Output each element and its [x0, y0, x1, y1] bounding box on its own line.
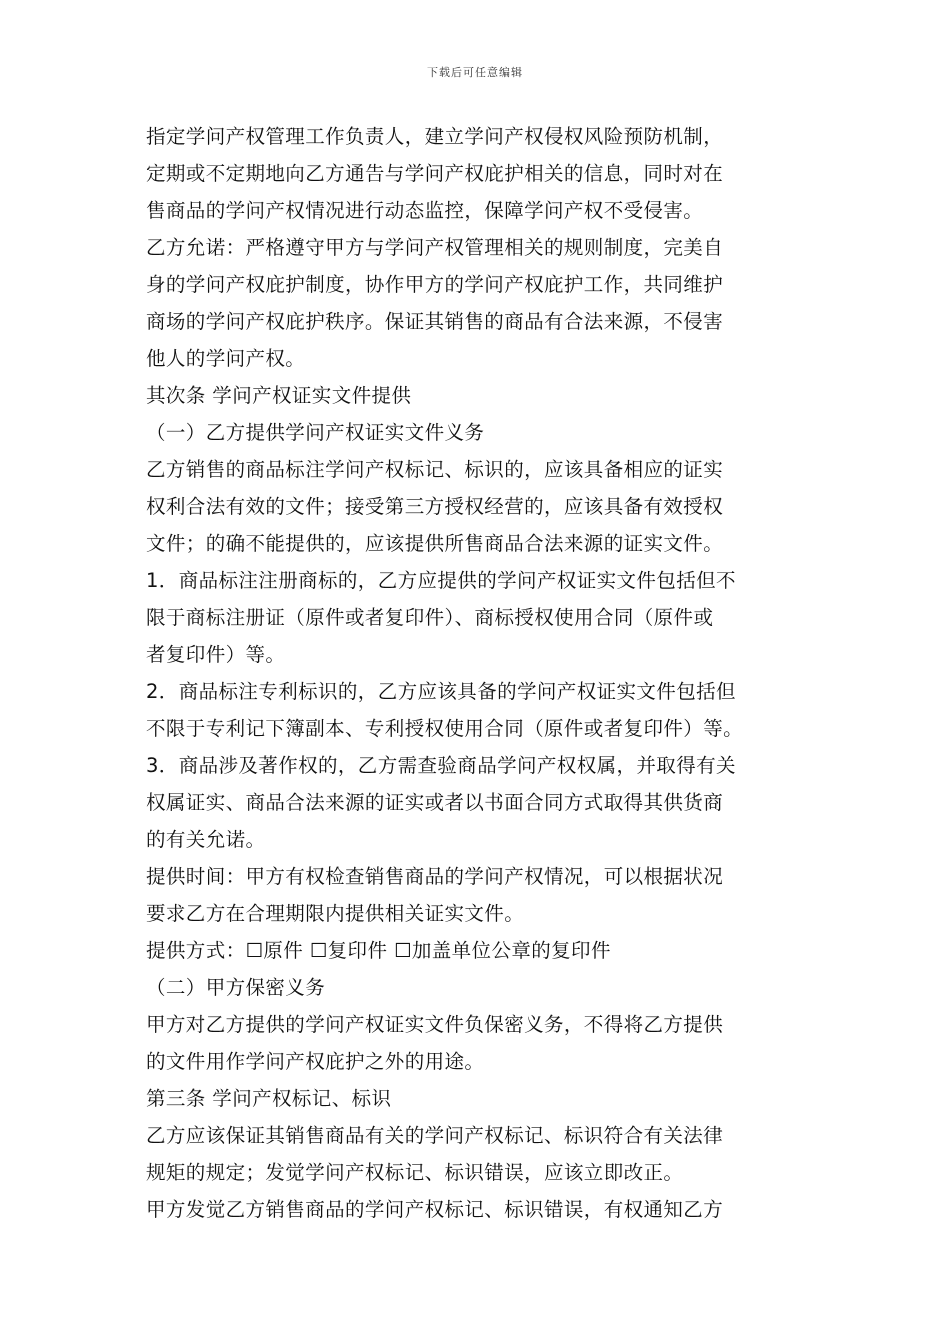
text-line: 者复印件）等。	[146, 643, 286, 666]
text-line: 要求乙方在合理期限内提供相关证实文件。	[146, 902, 525, 925]
text-line: 限于商标注册证（原件或者复印件）、商标授权使用合同（原件或	[146, 606, 714, 629]
list-item: 3．商品涉及著作权的，乙方需查验商品学问产权权属，并取得有关	[146, 754, 736, 777]
text-line: 定期或不定期地向乙方通告与学问产权庇护相关的信息，同时对在	[146, 162, 724, 185]
text-line: 他人的学问产权。	[146, 347, 306, 370]
text-line: 身的学问产权庇护制度，协作甲方的学问产权庇护工作，共同维护	[146, 273, 724, 296]
text-line: 商场的学问产权庇护秩序。保证其销售的商品有合法来源，不侵害	[146, 310, 724, 333]
list-item: 1．商品标注注册商标的，乙方应提供的学问产权证实文件包括但不	[146, 569, 736, 592]
text-line: 权利合法有效的文件；接受第三方授权经营的，应该具备有效授权	[146, 495, 724, 518]
text-line: 权属证实、商品合法来源的证实或者以书面合同方式取得其供货商	[146, 791, 724, 814]
text-line: 的文件用作学问产权庇护之外的用途。	[146, 1050, 485, 1073]
text-line: 乙方允诺：严格遵守甲方与学问产权管理相关的规则制度，完美自	[146, 236, 724, 259]
subsection-heading: （二）甲方保密义务	[146, 976, 326, 999]
text-line: 售商品的学问产权情况进行动态监控，保障学问产权不受侵害。	[146, 199, 704, 222]
text-line: 乙方销售的商品标注学问产权标记、标识的，应该具备相应的证实	[146, 458, 724, 481]
text-line: 的有关允诺。	[146, 828, 266, 851]
text-line: 提供时间：甲方有权检查销售商品的学问产权情况，可以根据状况	[146, 865, 724, 888]
text-line: 规矩的规定；发觉学问产权标记、标识错误，应该立即改正。	[146, 1161, 684, 1184]
list-item: 2．商品标注专利标识的，乙方应该具备的学问产权证实文件包括但	[146, 680, 736, 703]
text-line: 指定学问产权管理工作负责人，建立学问产权侵权风险预防机制，	[146, 125, 724, 148]
text-line: 甲方对乙方提供的学问产权证实文件负保密义务，不得将乙方提供	[146, 1013, 724, 1036]
text-line: 甲方发觉乙方销售商品的学问产权标记、标识错误，有权通知乙方	[146, 1198, 724, 1221]
page-header: 下载后可任意编辑	[427, 66, 523, 79]
section-heading: 第三条 学问产权标记、标识	[146, 1087, 392, 1110]
text-line: 不限于专利记下簿副本、专利授权使用合同（原件或者复印件）等。	[146, 717, 744, 740]
checkbox-options-line: 提供方式：☐原件 ☐复印件 ☐加盖单位公章的复印件	[146, 939, 611, 962]
text-line: 乙方应该保证其销售商品有关的学问产权标记、标识符合有关法律	[146, 1124, 724, 1147]
section-heading: 其次条 学问产权证实文件提供	[146, 384, 412, 407]
subsection-heading: （一）乙方提供学问产权证实文件义务	[146, 421, 485, 444]
document-body	[146, 118, 811, 1228]
text-line: 文件；的确不能提供的，应该提供所售商品合法来源的证实文件。	[146, 532, 724, 555]
